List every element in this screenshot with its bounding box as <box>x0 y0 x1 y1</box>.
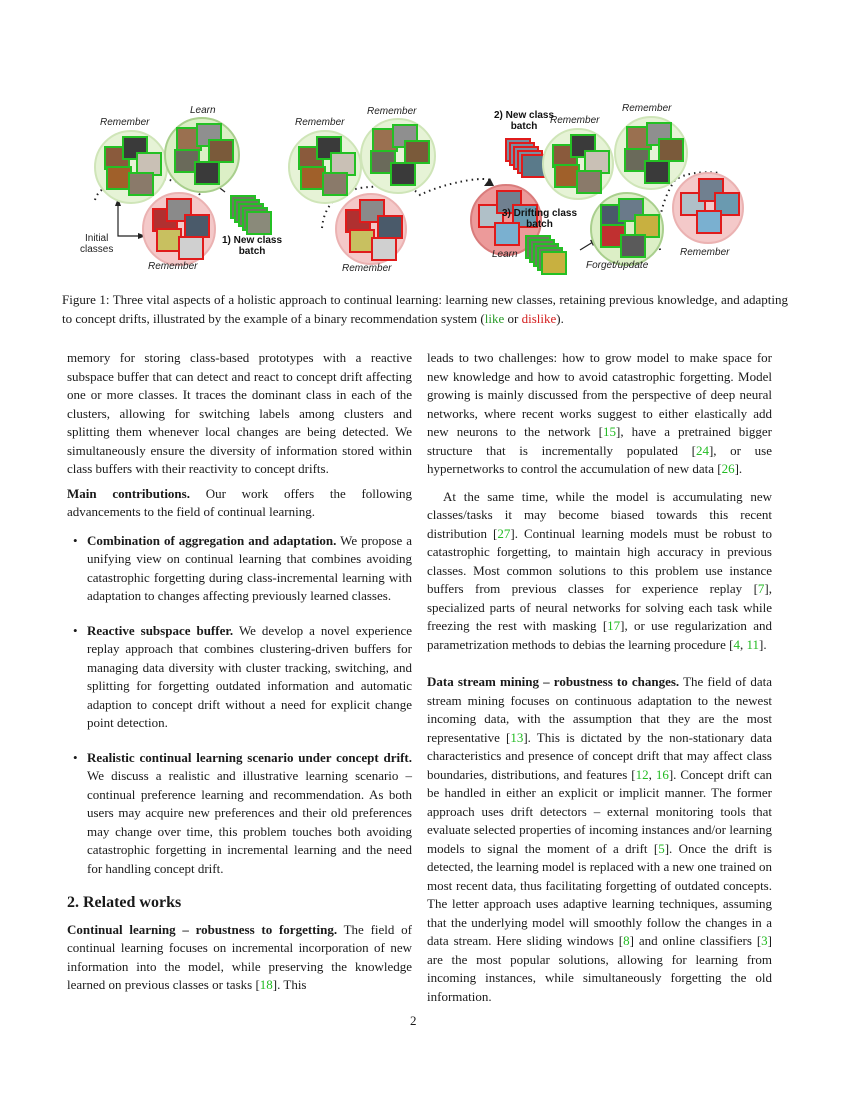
main-contributions-heading: Main contributions. <box>67 485 190 501</box>
label-drifting-class-batch: 3) Drifting class batch <box>502 208 578 230</box>
continual-learning-paragraph: Continual learning – robustness to forgetting. The field of continual learning focuses on incremental incorporation of new information into the model, while preserving the knowledge learned on previous classes or tasks [18]. This <box>67 921 412 992</box>
label-remember: Remember <box>148 261 198 272</box>
label-remember: Remember <box>367 106 417 117</box>
contribution-item: • Combination of aggregation and adaptation. We propose a unifying view on continual learning that combines avoiding catastrophic forgetting during class-incremental learning with adaptation to changes affecting previously learned classes. <box>67 532 412 606</box>
contributions-list <box>67 532 412 879</box>
intro-paragraph: memory for storing class-based prototypes with a reactive subspace buffer that can detect and react to concept drift affecting one or more classes. It traces the dominant class in each of the clusters, allowing for switching labels among clusters and splitting them whenever local changes are being detected. We simultaneously ensure the diversity of information stored within class buffers with their reactivity to concept drifts. <box>67 350 412 476</box>
section-heading-related-works: 2. Related works <box>67 894 182 911</box>
right-paragraph-1: leads to two challenges: how to grow model to make space for new knowledge and how to avoid catastrophic forgetting. Model growing is mainly discussed from the perspective of deep neural networks, where recent works suggest to either elastically add new neurons to the network [15], have a pretrained bigger structure that is incrementally populated [24], or use hypernetworks to control the accumulation of new data [26]. <box>427 350 772 476</box>
main-contributions-paragraph: Main contributions. Our work offers the following advancements to the field of continual learning. <box>67 485 413 519</box>
right-paragraph-2: At the same time, while the model is accumulating new classes/tasks it may become biased towards this recent distribution [27]. Continual learning models must be robust to catastrophic forgetting, to maintain high accuracy in previous classes. Most common solutions to this problem use instance buffers from previous classes for experience replay [7], specialized parts of neural networks for solving each task while freezing the rest with masking [17], or use regularization and parametrization methods to debias the learning procedure [4, 11]. <box>427 488 773 652</box>
citation-link[interactable]: 11 <box>746 636 759 652</box>
label-new-class-batch-1: 1) New class batch <box>222 235 283 257</box>
citation-link[interactable]: 7 <box>757 581 765 596</box>
left-column <box>67 349 412 995</box>
cluster-like-forget-update <box>590 192 664 266</box>
label-remember: Remember <box>342 263 392 274</box>
citation-link[interactable]: 3 <box>761 933 768 948</box>
cluster-like-remember <box>614 116 688 190</box>
label-remember: Remember <box>100 117 150 128</box>
citation-link[interactable]: 13 <box>510 729 524 745</box>
label-remember: Remember <box>622 103 672 114</box>
data-stream-mining-paragraph: Data stream mining – robustness to changes. The field of data stream mining focuses on continuous adaptation to the newest incoming data, with the assumption that they are the most representative [13]. This is dictated by the non-stationary data characteristics and presence of concept drift that may affect class boundaries, distributions, and features [12, 16]. Concept drift can be handled in either an explicit or implicit manner. The former approach uses drift detectors – external monitoring tools that evaluate selected properties of incoming instances and/or learning models to signal the moment of a drift [5]. Once the drift is detected, the learning model is replaced with a new one trained on most recent data, thus facilitating forgetting of outdated concepts. The letter approach uses adaptive learning techniques, assuming that the underlying model will smoothly follow the changes in a data stream. Here sliding windows [8] and online classifiers [3] are the most popular solutions, allowing for learning from incoming instances, while simultaneously forgetting the old information. <box>427 674 772 1004</box>
contribution-item: • Reactive subspace buffer. We develop a novel experience replay approach that combines clustering-driven buffers for managing data diversity with cluster tracking, switching, and splitting for forgetting outdated information and automatic adaption to concept drift without a need for explicit change point detection. <box>67 622 412 733</box>
citation-link[interactable]: 24 <box>695 442 709 458</box>
caption-dislike: dislike <box>521 311 557 326</box>
label-remember: Remember <box>295 117 345 128</box>
citation-link[interactable]: 16 <box>655 766 669 782</box>
citation-link[interactable]: 12 <box>635 766 649 782</box>
label-initial-classes: Initial classes <box>80 233 114 255</box>
label-remember: Remember <box>550 115 600 126</box>
citation-link[interactable]: 8 <box>623 933 630 948</box>
caption-like: like <box>484 311 505 326</box>
citation-link[interactable]: 17 <box>607 618 621 633</box>
cluster-like-remember <box>360 118 436 194</box>
citation-link[interactable]: 5 <box>658 840 665 856</box>
label-forget-update: Forget/update <box>586 260 649 271</box>
citation-link[interactable]: 4 <box>733 636 740 652</box>
cluster-like-learn <box>164 117 240 193</box>
label-learn: Learn <box>492 249 518 260</box>
citation-link[interactable]: 27 <box>497 525 511 541</box>
figure-1 <box>60 100 790 280</box>
figure-caption: Figure 1: Three vital aspects of a holistic approach to continual learning: learning new classes, retaining previous knowledge, and adapting to concept drifts, illustrated by the example of a binary recommendation system (like or dislike). <box>62 292 788 326</box>
right-column <box>427 349 772 1006</box>
label-new-class-batch-2: 2) New class batch <box>494 110 555 132</box>
cluster-dislike-remember <box>142 192 216 266</box>
initial-classes-arrow <box>118 203 140 236</box>
cluster-like-remember <box>542 128 614 200</box>
cluster-like-remember <box>288 130 362 204</box>
contribution-item: • Realistic continual learning scenario under concept drift. We discuss a realistic and illustrative learning scenario – continual preference learning and recommendation. As both users may acquire new preferences and their old preferences may change over time, this problem touches both avoiding catastrophic forgetting in incremental learning and the need for handling concept drift. <box>67 749 412 879</box>
citation-link[interactable]: 15 <box>603 424 616 439</box>
page-number: 2 <box>410 1013 417 1028</box>
citation-link[interactable]: 18 <box>259 977 273 992</box>
label-learn: Learn <box>190 105 216 116</box>
label-remember: Remember <box>680 247 730 258</box>
cluster-dislike-remember <box>672 172 744 244</box>
cluster-like-remember <box>94 130 168 204</box>
citation-link[interactable]: 26 <box>721 461 735 476</box>
cluster-dislike-remember <box>335 193 407 265</box>
